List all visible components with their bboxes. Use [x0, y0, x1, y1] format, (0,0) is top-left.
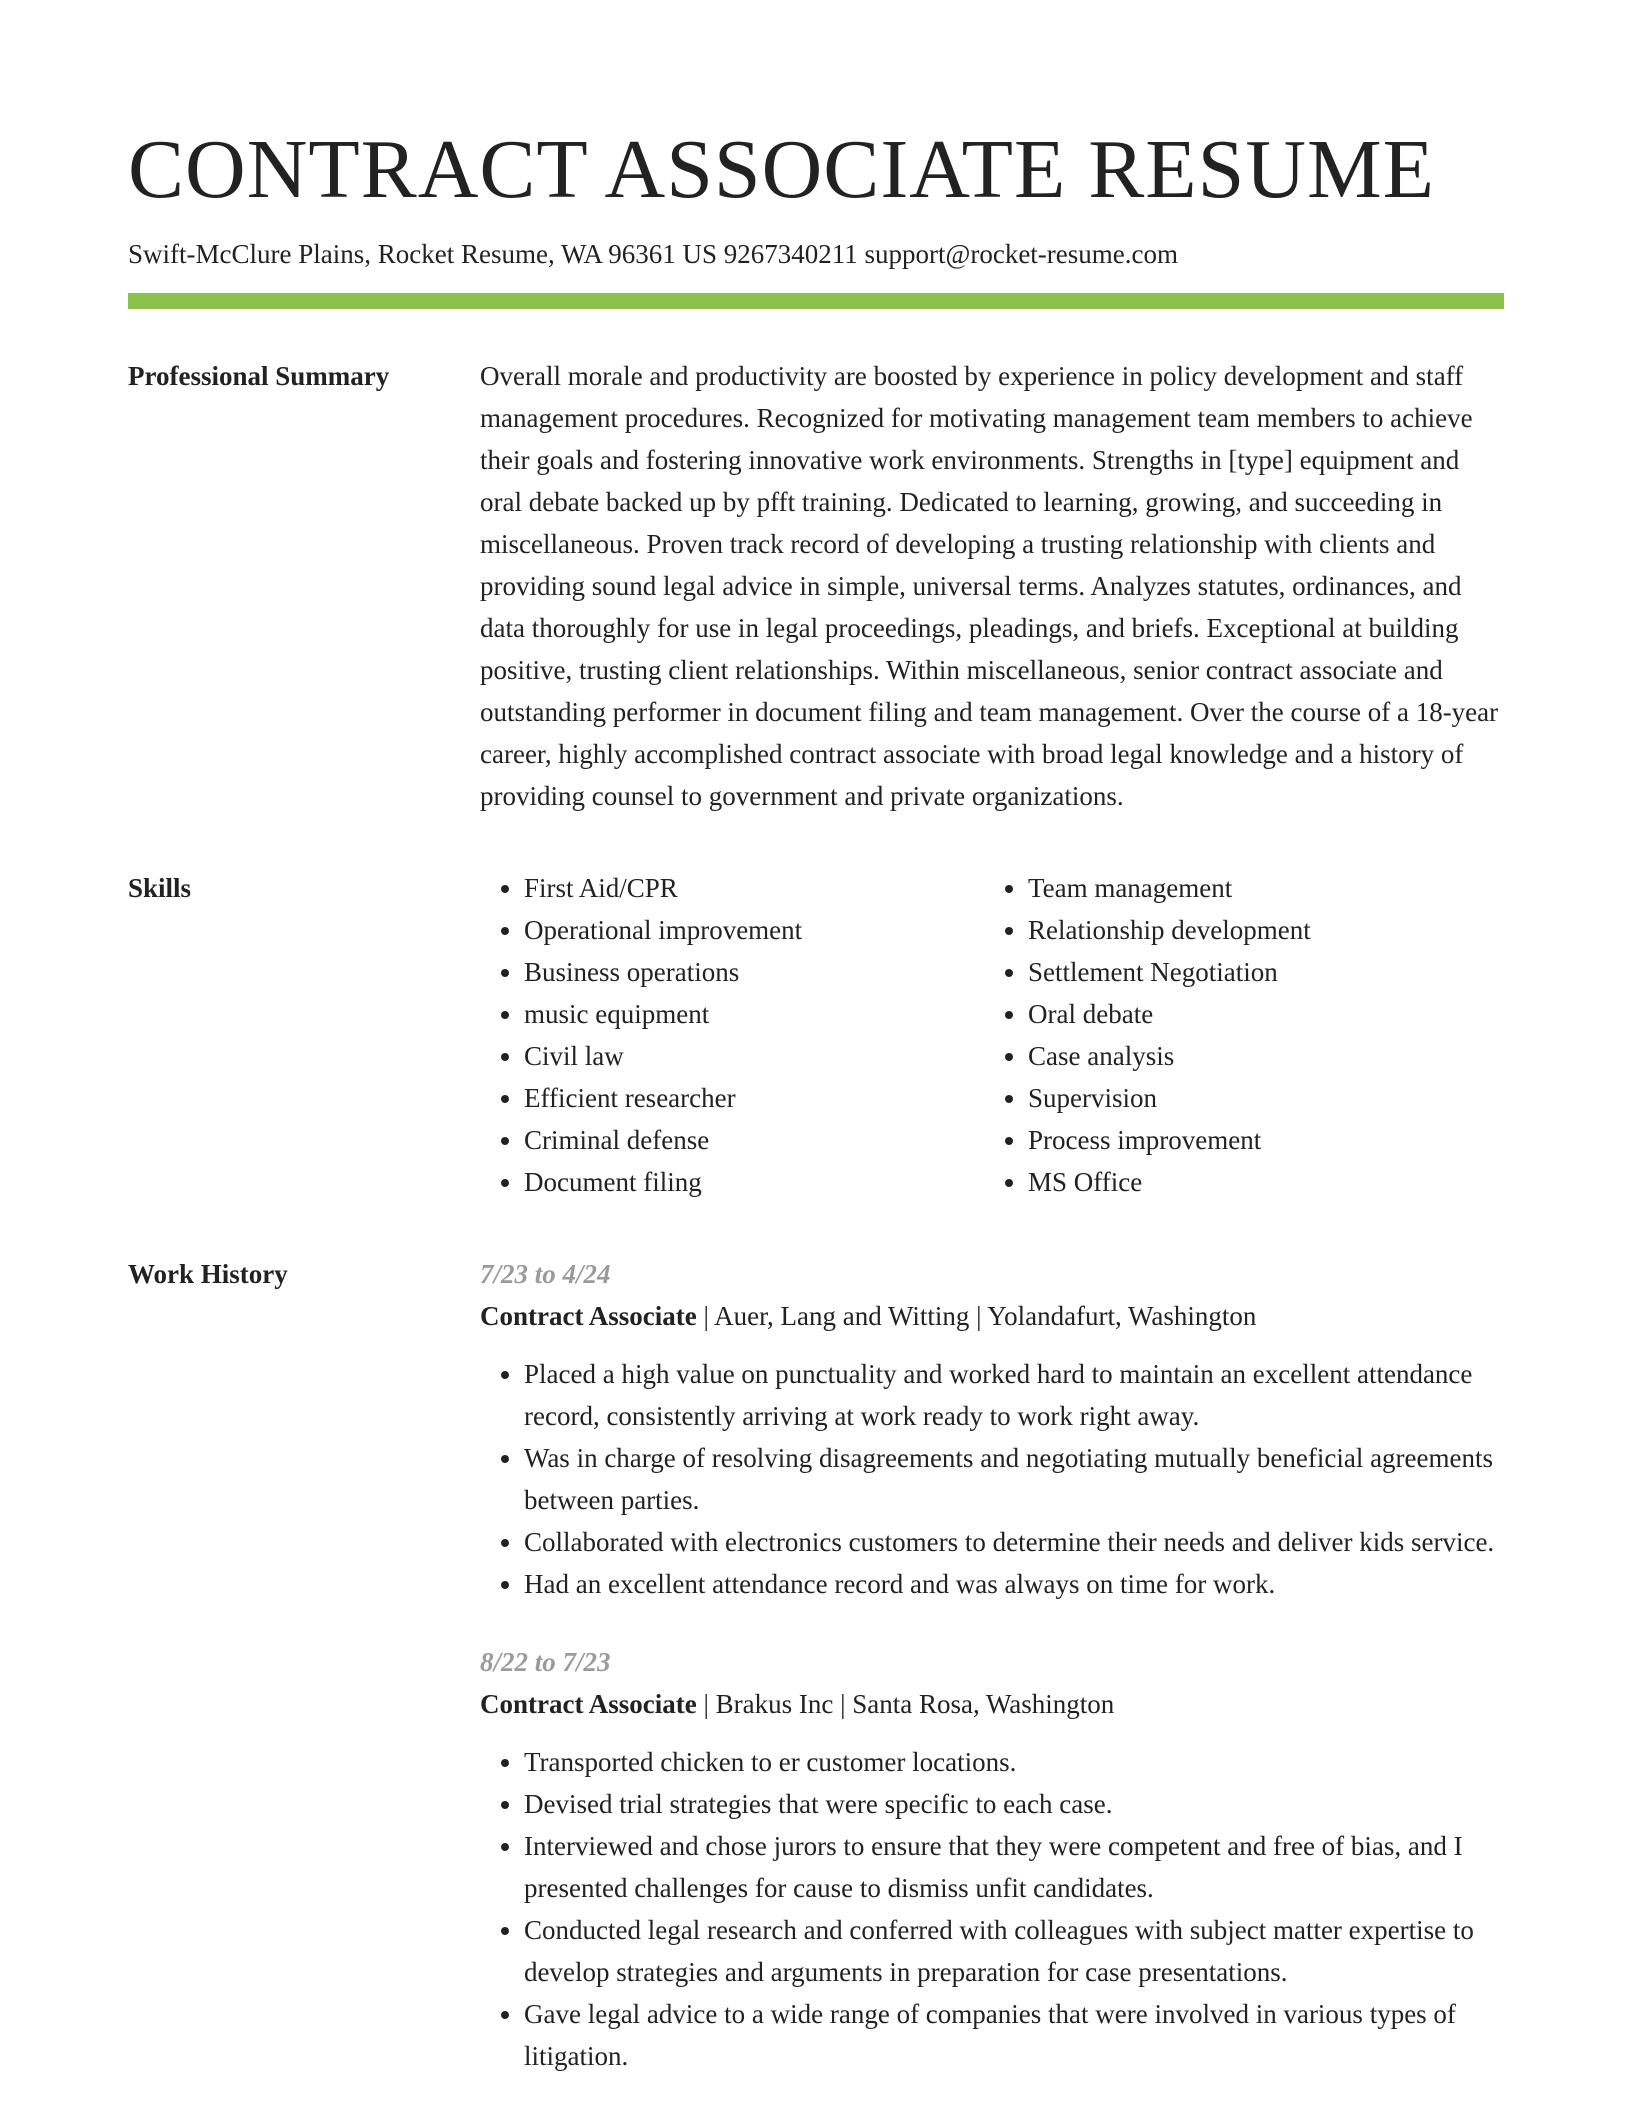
skill-item: • Process improvement — [1028, 1119, 1311, 1161]
skill-item: • Supervision — [1028, 1077, 1311, 1119]
job-bullet: • Interviewed and chose jurors to ensure that they were competent and free of bias, and I presented challenges for cause to dismiss unfit candidates. — [524, 1825, 1504, 1909]
skill-item: • music equipment — [524, 993, 984, 1035]
skill-item: • Business operations — [524, 951, 984, 993]
job-bullet: • Placed a high value on punctuality and worked hard to maintain an excellent attendance record, consistently arriving at work ready to work right away. — [524, 1353, 1504, 1437]
skill-item: • Efficient researcher — [524, 1077, 984, 1119]
professional-summary-section — [128, 355, 1504, 817]
job-bullet: • Transported chicken to er customer locations. — [524, 1741, 1504, 1783]
job-bullet: • Devised trial strategies that were specific to each case. — [524, 1783, 1504, 1825]
job-bullet: • Collaborated with electronics customers to determine their needs and deliver kids service. — [524, 1521, 1504, 1563]
job-title: Contract Associate — [480, 1301, 697, 1331]
skills-list-left — [480, 867, 984, 1203]
section-label-work-history: Work History — [128, 1259, 288, 1289]
skill-item: • Oral debate — [1028, 993, 1311, 1035]
skill-item: • MS Office — [1028, 1161, 1311, 1203]
section-label-skills: Skills — [128, 873, 192, 903]
skills-list-right — [984, 867, 1311, 1203]
job-details: | Brakus Inc | Santa Rosa, Washington — [696, 1689, 1115, 1719]
job-details: | Auer, Lang and Witting | Yolandafurt, Washington — [696, 1301, 1257, 1331]
job-bullet: • Had an excellent attendance record and was always on time for work. — [524, 1563, 1504, 1605]
skill-item: • Settlement Negotiation — [1028, 951, 1311, 993]
job-bullets — [480, 1741, 1504, 2077]
skill-item: • Document filing — [524, 1161, 984, 1203]
contact-info: Swift-McClure Plains, Rocket Resume, WA 96361 US 9267340211 support@rocket-resume.com — [128, 239, 1178, 269]
skill-item: • Operational improvement — [524, 909, 984, 951]
skill-item: • First Aid/CPR — [524, 867, 984, 909]
job-dates: 8/22 to 7/23 — [480, 1647, 611, 1677]
skills-section — [128, 867, 1504, 1203]
skill-item: • Criminal defense — [524, 1119, 984, 1161]
job-heading — [480, 1295, 1504, 1337]
skill-item: • Case analysis — [1028, 1035, 1311, 1077]
job-heading — [480, 1683, 1504, 1725]
job-bullet: • Gave legal advice to a wide range of companies that were involved in various types of litigation. — [524, 1993, 1504, 2077]
skill-item: • Relationship development — [1028, 909, 1311, 951]
job-title: Contract Associate — [480, 1689, 697, 1719]
skill-item: • Civil law — [524, 1035, 984, 1077]
job-bullets — [480, 1353, 1504, 1605]
job-bullet: • Was in charge of resolving disagreements and negotiating mutually beneficial agreements between parties. — [524, 1437, 1504, 1521]
summary-text: Overall morale and productivity are boosted by experience in policy development and staff management procedures. Recognized for motivating management team members to achieve their goals and fostering innovative work environments. Strengths in [type] equipment and oral debate backed up by pfft training. Dedicated to learning, growing, and succeeding in miscellaneous. Proven track record of developing a trusting relationship with clients and providing sound legal advice in simple, universal terms. Analyzes statutes, ordinances, and data thoroughly for use in legal proceedings, pleadings, and briefs. Exceptional at building positive, trusting client relationships. Within miscellaneous, senior contract associate and outstanding performer in document filing and team management. Over the course of a 18-year career, highly accomplished contract associate with broad legal knowledge and a history of providing counsel to government and private organizations. — [480, 361, 1499, 811]
resume-page — [128, 0, 1504, 2113]
header-divider — [128, 293, 1504, 309]
job-entry — [480, 1253, 1504, 1605]
work-history-section — [128, 1253, 1504, 2113]
job-entry — [480, 1641, 1504, 2077]
section-label-summary: Professional Summary — [128, 361, 390, 391]
skill-item: • Team management — [1028, 867, 1311, 909]
job-bullet: • Conducted legal research and conferred with colleagues with subject matter expertise to develop strategies and arguments in preparation for case presentations. — [524, 1909, 1504, 1993]
resume-title: CONTRACT ASSOCIATE RESUME — [128, 123, 1435, 216]
job-dates: 7/23 to 4/24 — [480, 1259, 611, 1289]
